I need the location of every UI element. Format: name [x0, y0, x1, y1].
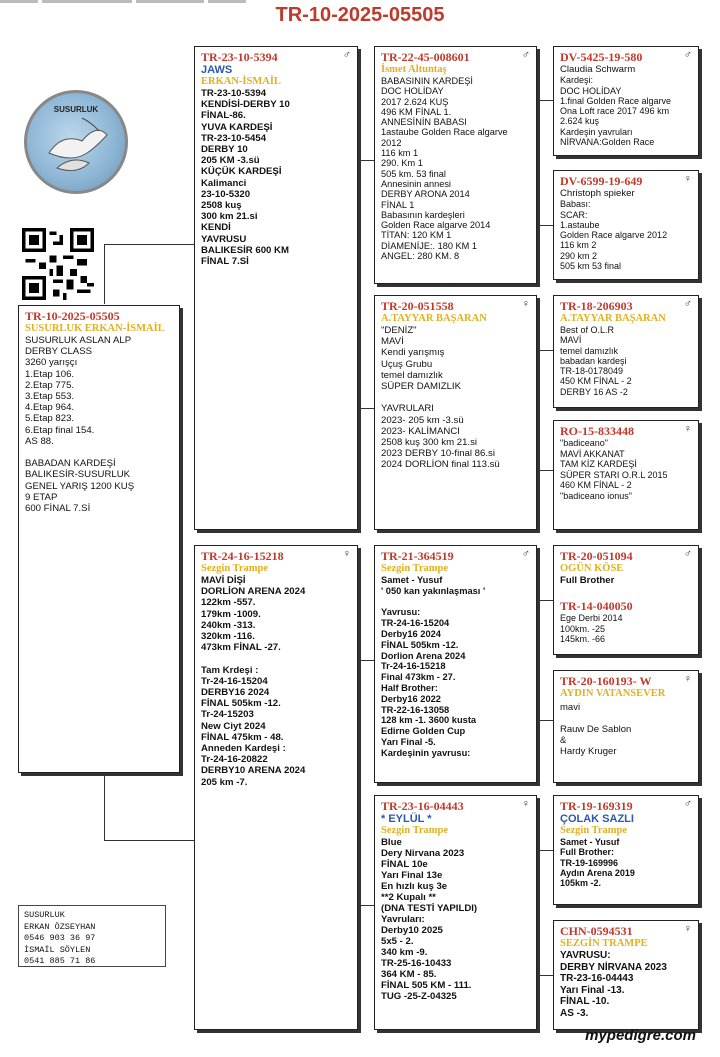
pedigree-notes: "badiceano" MAVİ AKKANAT TAM KİZ KARDEŞİ SÜPER STARI O.R.L 2015 460 KM FİNAL - 2 "badiceano ionus" [560, 438, 668, 501]
female-icon: ♀ [521, 798, 530, 810]
pedigree-notes: Samet - Yusuf Full Brother: TR-19-169996 Aydın Arena 2019 105km -2. [560, 837, 635, 889]
pigeon-alias: JAWS [201, 64, 233, 76]
dam-sire-card[interactable] [374, 545, 537, 783]
connector-line [358, 660, 374, 661]
owner-name: Sezgin Trampe [201, 563, 268, 574]
ring-number: TR-23-16-04443 [381, 799, 464, 813]
owner-name: İsmet Altuntaş [381, 64, 447, 75]
sire-dam-dam-card[interactable] [553, 420, 699, 530]
connector-line [537, 350, 553, 351]
ring-number: TR-10-2025-05505 [25, 309, 120, 323]
male-icon: ♂ [683, 548, 692, 560]
male-icon: ♂ [342, 49, 351, 61]
pedigree-notes: Full Brother [560, 575, 615, 586]
ring-number: TR-20-051094 [560, 549, 633, 563]
ring-number: RO-15-833448 [560, 424, 634, 438]
pigeon-illustration [27, 93, 125, 191]
connector-line [537, 100, 553, 101]
connector-line [537, 470, 553, 471]
sire-dam-sire-card[interactable] [553, 295, 699, 408]
connector-line [537, 720, 553, 721]
pedigree-notes: SUSURLUK ASLAN ALP DERBY CLASS 3260 yarışçı 1.Etap 106. 2.Etap 775. 3.Etap 553. 4.Etap 964. 5.Etap 823. 6.Etap final 154. AS 88. BABADAN KARDEŞİ BALIKESİR-SUSURLUK GENEL YARIŞ 1200 KUŞ 9 ETAP 600 FİNAL 7.Sİ [25, 335, 135, 515]
connector-line [104, 840, 194, 841]
connector-line [104, 244, 194, 245]
female-icon: ♀ [683, 423, 692, 435]
qr-code-icon[interactable] [22, 228, 94, 300]
pedigree-notes: mavi Rauw De Sablon & Hardy Kruger [560, 702, 632, 757]
owner-contact-box: SUSURLUK ERKAN ÖZSEYHAN 0546 903 36 97 İSMAİL SÖYLEN 0541 885 71 86 [18, 905, 166, 967]
owner-name: Sezgin Trampe [381, 825, 448, 836]
pigeon-alias: ÇOLAK SAZLI [560, 813, 634, 825]
connector-line [358, 160, 374, 161]
dam-dam-sire-card[interactable] [553, 795, 699, 905]
sire-dam-card[interactable] [374, 295, 537, 530]
owner-name: SEZGİN TRAMPE [560, 938, 648, 949]
dam-card[interactable] [194, 545, 358, 1030]
ring-number: DV-6599-19-649 [560, 174, 643, 188]
male-icon: ♂ [683, 49, 692, 61]
female-icon: ♀ [521, 298, 530, 310]
male-icon: ♂ [521, 548, 530, 560]
ring-number: TR-20-160193- W [560, 674, 652, 688]
ring-number: TR-24-16-15218 [201, 549, 284, 563]
page-title: TR-10-2025-05505 [275, 4, 445, 26]
pedigree-notes: YAVRUSU: DERBY NİRVANA 2023 TR-23-16-04443 Yarı Final -13. FİNAL -10. AS -3. [560, 950, 667, 1019]
connector-line [358, 408, 374, 409]
ring-number: TR-19-169319 [560, 799, 633, 813]
ring-number: TR-20-051558 [381, 299, 454, 313]
pedigree-notes: Babası: SCAR: 1.astaube Golden Race algarve 2012 116 km 2 290 km 2 505 km 53 final [560, 199, 668, 271]
subject-card[interactable] [18, 305, 180, 773]
owner-name: SUSURLUK ERKAN-İSMAİL [25, 323, 165, 334]
connector-line [358, 905, 374, 906]
connector-line [537, 600, 553, 601]
ring-number: TR-22-45-008601 [381, 50, 470, 64]
owner-name: A.TAYYAR BAŞARAN [560, 313, 666, 324]
female-icon: ♀ [342, 548, 351, 560]
ring-number: TR-21-364519 [381, 549, 454, 563]
club-logo [24, 90, 128, 194]
dam-dam-card[interactable] [374, 795, 537, 1030]
pedigree-notes: Best of O.L.R MAVİ temel damızlık babadan kardeşi TR-18-0178049 450 KM FİNAL - 2 DERBY 16 AS -2 [560, 325, 632, 397]
top-tab-strip [208, 0, 246, 3]
owner-name: ERKAN-İSMAİL [201, 76, 281, 87]
top-tab-strip [136, 0, 204, 3]
sire-sire-dam-card[interactable] [553, 170, 699, 280]
logo-text: SUSURLUK [53, 105, 99, 114]
top-tab-strip [0, 0, 38, 3]
owner-name: Claudia Schwarm [560, 64, 636, 75]
pedigree-notes: TR-23-10-5394 KENDİSİ-DERBY 10 FİNAL-86. YUVA KARDEŞİ TR-23-10-5454 DERBY 10 205 KM -3.sü KÜÇÜK KARDEŞİ Kalimanci 23-10-5320 2508 kuş 300 km 21.si KENDİ YAVRUSU BALIKESİR 600 KM FİNAL 7.Sİ [201, 88, 290, 268]
male-icon: ♂ [521, 49, 530, 61]
pedigree-notes: BABASININ KARDEŞİ DOC HOLİDAY 2017 2.624 KUŞ 496 KM FİNAL 1. ANNESİNİN BABASI 1astaube Golden Race algarve 2012 116 km 1 290. Km 1 505 km. 53 final Annesinin annesi DERBY ARONA 2014 FİNAL 1 Babasının kardeşleri Golden Race algarve 2014 TİTAN: 120 KM 1 DİAMENİJE:. 180 KM 1 ANGEL: 280 KM. 8 [381, 76, 508, 262]
owner-name: AYDIN VATANSEVER [560, 688, 666, 699]
pedigree-notes: MAVİ DİŞİ DORLİON ARENA 2024 122km -557. 179km -1009. 240km -313. 320km -116. 473km FİNAL -27. Tam Krdeşi : Tr-24-16-15204 DERBY16 2024 FİNAL 505km -12. Tr-24-15203 New Ciyt 2024 FİNAL 475km - 48. Anneden Kardeşi : Tr-24-16-20822 DERBY10 ARENA 2024 205 km -7. [201, 575, 306, 788]
connector-line [104, 773, 105, 841]
ring-number: DV-5425-19-580 [560, 50, 643, 64]
connector-line [104, 244, 105, 304]
female-icon: ♀ [683, 673, 692, 685]
pedigree-notes: "DENİZ" MAVİ Kendi yarışmış Uçuş Grubu temel damızlık SÜPER DAMIZLIK YAVRULARI 2023- 205 km -3.sü 2023- KALİMANCI 2508 kuş 300 km 21.si 2023 DERBY 10-final 86.si 2024 DORLİON final 113.sü [381, 325, 500, 471]
owner-name: Sezgin Trampe [560, 825, 627, 836]
owner-name: Sezgin Trampe [381, 563, 448, 574]
connector-line [537, 850, 553, 851]
owner-name: Christoph spieker [560, 188, 635, 199]
ring-number: CHN-0594531 [560, 924, 633, 938]
sire-sire-sire-card[interactable] [553, 46, 699, 156]
ring-number: TR-14-040050 [560, 599, 633, 614]
pigeon-alias: * EYLÜL * [381, 813, 432, 825]
male-icon: ♂ [683, 298, 692, 310]
pedigree-notes: Kardeşi: DOC HOLİDAY 1.final Golden Race algarve Ona Loft race 2017 496 km 2.624 kuş Kardeşin yavruları NİRVANA:Golden Race [560, 75, 672, 147]
female-icon: ♀ [683, 923, 692, 935]
pedigree-notes: Samet - Yusuf ' 050 kan yakınlaşması ' Yavrusu: TR-24-16-15204 Derby16 2024 FİNAL 505km -12. Dorlion Arena 2024 Tr-24-16-15218 Final 473km - 27. Half Brother: Derby16 2022 TR-22-16-13058 128 km -1. 3600 kusta Edirne Golden Cup Yarı Final -5. Kardeşinin yavrusu: [381, 575, 486, 758]
sire-sire-card[interactable] [374, 46, 537, 284]
male-icon: ♂ [683, 798, 692, 810]
ring-number: TR-18-206903 [560, 299, 633, 313]
sire-card[interactable] [194, 46, 358, 530]
owner-name: OGÜN KÖSE [560, 563, 624, 574]
pedigree-notes: Ege Derbi 2014 100km. -25 145km. -66 [560, 613, 623, 644]
ring-number: TR-23-10-5394 [201, 50, 278, 64]
female-icon: ♀ [683, 173, 692, 185]
connector-line [537, 975, 553, 976]
connector-line [537, 225, 553, 226]
site-watermark[interactable]: mypedigre.com [585, 1027, 696, 1044]
pedigree-notes: Blue Dery Nirvana 2023 FİNAL 10e Yarı Final 13e En hızlı kuş 3e **2 Kupalı ** (DNA TESTİ YAPILDI) Yavruları: Derby10 2025 5x5 - 2. 340 km -9. TR-25-16-10433 364 KM - 85. FİNAL 505 KM - 111. TUG -25-Z-04325 [381, 837, 478, 1002]
top-tab-strip [42, 0, 132, 3]
owner-name: A.TAYYAR BAŞARAN [381, 313, 487, 324]
dam-sire-sire-card[interactable] [553, 545, 699, 655]
dam-sire-dam-card[interactable] [553, 670, 699, 783]
dam-dam-dam-card[interactable] [553, 920, 699, 1030]
